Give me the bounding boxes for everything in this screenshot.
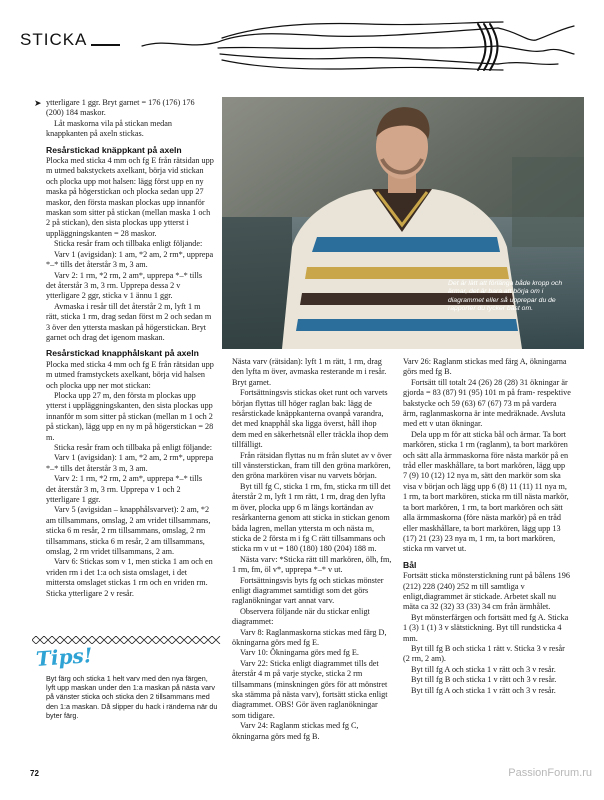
page-header	[20, 20, 600, 70]
paragraph: Fortsättningsvis byts fg och stickas mönster enligt diagrammet samtidigt som det görs raglanökningar vart annat varv.	[232, 575, 384, 606]
photo-caption: Det är lätt att förlänga både kropp och ärmar, det är bara att börja om i diagrammet eller så upprepar du de rapporter du tycker bäst om.	[448, 280, 563, 313]
paragraph: Plocka med sticka 4 mm och fg E från rätsidan upp m utmed framstyckets axelkant, börja vid halsen och plocka upp ner mot stickan:	[46, 359, 214, 390]
paragraph: Plocka med sticka 4 mm och fg E från rätsidan upp m utmed bakstyckets axelkant, börja vid stickan och plocka upp mot halsen: lägg först upp en ny maska på högerstickan och plocka sedan upp 27 maskor, den första maskan plockas upp innanför maskan som sitter på stickan (mellan maska 1 och 2 på stickan), den sista plockas upp ytterst i uppläggningskanten = 28 maskor.	[46, 156, 214, 238]
section-title: STICKA	[20, 30, 91, 50]
paragraph: Varv 1 (avigsidan): 1 am, *2 am, 2 rm*, upprepa *–* tills det återstår 3 m, 3 am.	[46, 453, 214, 473]
tips-title: Tips!	[35, 643, 94, 671]
paragraph: ytterligare 1 ggr. Bryt garnet = 176 (176) 176 (200) 184 maskor.	[46, 98, 195, 118]
text-column-1	[46, 98, 214, 599]
paragraph: Varv 10: Ökningarna görs med fg E.	[240, 648, 359, 658]
paragraph: Varv 22: Sticka enligt diagrammet tills det återstår 4 m på varje stycke, sticka 2 rm tillsammans (minskningen görs för att mönstret ska stämma på nästa varv), fortsätt sticka enligt diagrammet. OBS! Gör även raglanökningar som tidigare.	[232, 658, 388, 720]
model-photo	[222, 97, 584, 349]
paragraph: Avmaska i resår till det återstår 2 m, lyft 1 m rätt, sticka 1 rm, drag sedan först m 2 och sedan m 3 över den yttersta maskan på högerstickan. Bryt garnet och drag det igenom maskan.	[46, 301, 212, 342]
paragraph: Nästa varv: *Sticka rätt till markören, ölh, fm, 1 rm, fm, öl v*, upprepa *–* v ut.	[232, 554, 392, 575]
section-heading: Resårstickad knäppkant på axeln	[46, 144, 182, 155]
watermark: PassionForum.ru	[508, 767, 592, 779]
paragraph: Observera följande när du stickar enligt diagrammet:	[232, 606, 370, 627]
text-column-2	[232, 357, 392, 742]
paragraph: Varv 24: Raglanm stickas med fg C, ökningarna görs med fg B.	[232, 721, 359, 741]
paragraph: Byt till fg C, sticka 1 rm, fm, sticka rm till det återstår 2 m, lyft 1 rm rätt, 1 rm, drag den lyfta m över, plocka upp 6 m längs kortändan av resårkanterna genom att sticka in stickan genom båda lagren, mellan yttersta m och nästa m, sticka de 2 första m i fg C rätt tillsammans och sticka rm v ut = 180 (180) 180 (204) 188 m.	[232, 481, 391, 554]
tips-divider	[32, 636, 222, 644]
paragraph: Fortsätt till totalt 24 (26) 28 (28) 31 ökningar är gjorda = 83 (87) 91 (95) 101 m på fram- respektive bakstycke och 59 (63) 67 (67) 73 m på vardera ärm, raglanmaskorna är inte medräknade. Avsluta med ett v utan ökningar.	[403, 377, 571, 429]
paragraph: Plocka upp 27 m, den första m plockas upp ytterst i uppläggningskanten, den sista plockas upp innanför m som sitter på stickan (mellan m 1 och 2 på stickan), lägg upp en ny m på högerstickan = 28 m.	[46, 390, 214, 442]
paragraph: Från rätsidan flyttas nu m från slutet av v över till vänsterstickan, fram till den gröna markören, den gröna markören visar nu varvets början.	[232, 450, 392, 481]
paragraph: Byt till fg B och sticka 1 v rätt och 3 v resår.	[411, 675, 557, 685]
paragraph: Fortsätt sticka mönsterstickning runt på bålens 196 (212) 228 (240) 252 m till samtliga v enligt,diagrammet är stickade. Arbetet skall nu mäta ca 32 (32) 33 (33) 34 cm från ärmhålet.	[403, 571, 570, 612]
yarn-skein-illustration	[138, 20, 578, 72]
paragraph: Varv 8: Raglanmaskorna stickas med färg D, ökningarna görs med fg E.	[232, 627, 387, 647]
paragraph: Låt maskorna vila på stickan medan knappkanten på axeln stickas.	[46, 118, 172, 139]
paragraph: Fortsättningsvis stickas oket runt och varvets början flyttas till höger raglan bak: lägg de resårstickade knäppkanterna ovanpå varandra, det med knapphål ska ligga överst, håll ihop dem med en säkerhetsnål eller träckla ihop dem tillfälligt.	[232, 388, 389, 450]
paragraph: Sticka resår fram och tillbaka enligt följande:	[54, 239, 203, 249]
paragraph: Dela upp m för att sticka bål och ärmar. Ta bort markören, sticka 1 rm (raglanm), ta bort markören och sätt alla ärmmaskorna före nästa markör på en tråd eller maskhållare, ta bort markören, lägg upp 7 (9) 10 (12) 12 nya m, sätt den markör som ska visa v början och lägg upp 6 (8) 11 (11) 11 nya m, 1 rm, ta bort markören, sticka rm till nästa markör, ta bort markören, 1 rm, ta bort markören och sätt alla ärmmaskorna (före nästa markör) på en tråd eller maskhållare, ta bort markören, lägg upp 13 (17) 21 (23) 23 nya m, 1 rm, ta bort markören, sticka rm varvet ut.	[403, 429, 569, 554]
paragraph: Varv 26: Raglanm stickas med färg A, ökningarna görs med fg B.	[403, 357, 567, 377]
paragraph: Sticka resår fram och tillbaka på enligt följande:	[54, 443, 213, 452]
section-heading: Bål	[403, 559, 417, 570]
paragraph: Varv 2: 1 rm, *2 rm, 2 am*, upprepa *–* tills det återstår 3 m, 3 rm. Upprepa dessa 2 v ytterligare 2 ggr, sticka v 1 ännu 1 ggr.	[46, 270, 203, 301]
paragraph: Byt till fg A och sticka 1 v rätt och 3 v resår.	[411, 664, 556, 674]
paragraph: Varv 5 (avigsidan – knapphålsvarvet): 2 am, *2 am tillsammans, omslag, 2 am vridet tillsammans, sticka 6 m resår, 2 rm tillsammans, omslag, 2 rm tillsammans, sticka 6 m resår, 2 am tillsammans, omslag, 2 rm vridet tillsammans, 2 am.	[46, 505, 211, 557]
paragraph: Nästa varv (rätsidan): lyft 1 m rätt, 1 rm, drag den lyfta m över, avmaska resterande m i resår. Bryt garnet.	[232, 357, 387, 387]
paragraph: Varv 1 (avigsidan): 1 am, *2 am, 2 rm*, upprepa *–* tills det återstår 3 m, 3 am.	[46, 249, 214, 270]
text-column-3	[403, 357, 571, 696]
continue-arrow-icon: ➤	[34, 99, 42, 109]
paragraph: Byt till fg B och sticka 1 rätt v. Sticka 3 v resår (2 rm, 2 am).	[403, 643, 565, 664]
tips-text: Byt färg och sticka 1 helt varv med den nya färgen, lyft upp maskan under den 1:a maskan på nästa varv på vänster sticka och sticka den 2 tillsammans med den 1:a maskan. Då slipper du hack i ränderna när du byter färg.	[46, 674, 218, 720]
paragraph: Byt mönsterfärgen och fortsätt med fg A. Sticka 1 (3) 1 (1) 3 v slätstickning. Byt till rundsticka 4 mm.	[403, 612, 569, 643]
paragraph: Byt till fg A och sticka 1 v rätt och 3 v resår.	[411, 685, 556, 695]
section-heading: Resårstickad knapphålskant på axeln	[46, 348, 199, 359]
paragraph: Varv 6: Stickas som v 1, men sticka 1 am och en vriden rm i det 1:a och sista omslaget, i det mittersta omslaget stickas 1 rm och en vriden rm. Sticka ytterligare 2 v resår.	[46, 557, 213, 598]
page-number: 72	[30, 769, 39, 778]
paragraph: Varv 2: 1 rm, *2 rm, 2 am*, upprepa *–* tills det återstår 3 m, 3 rm. Upprepa v 1 och 2 ytterligare 1 ggr.	[46, 474, 203, 505]
